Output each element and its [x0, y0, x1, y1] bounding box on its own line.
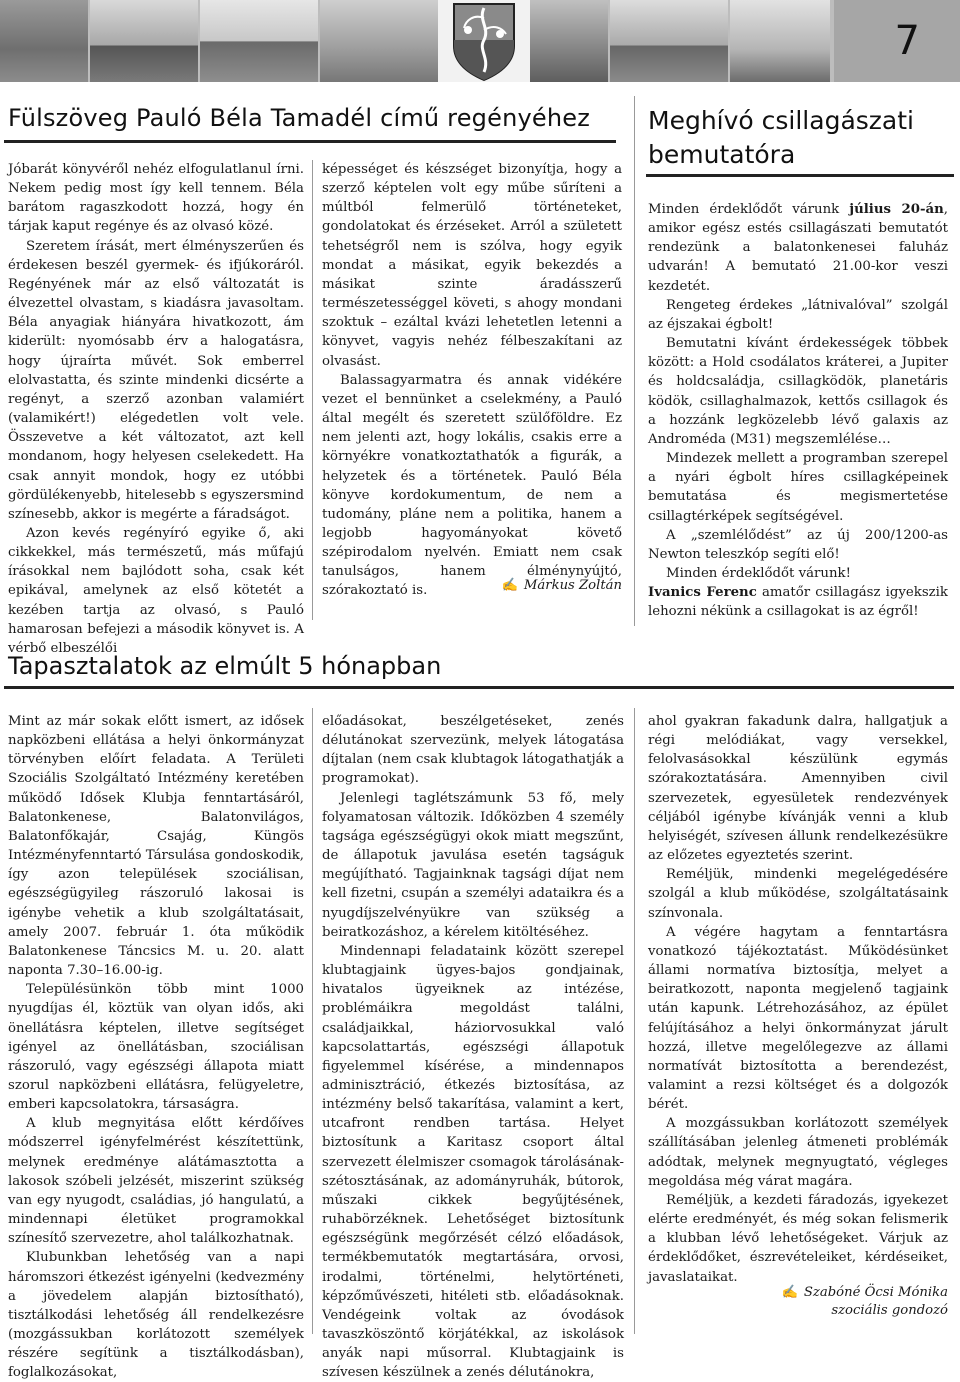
paragraph: Jelenlegi taglétszámunk 53 fő, mely folyamatosan változik. Időközben 4 személy tagsága egészségügyi okok miatt megszűnt, de állapotuk javulása esetén tagságuk megújítható. Tagjainknak tagsági díjat nem kell fizetni, csupán a személyi adataikra és a nyugdíjszelvényükre van szükség a beiratkozáshoz, a kérelem kitöltéséhez.	[322, 790, 624, 940]
paragraph: Klubunkban lehetőség van a napi háromszori étkezést igényelni (kedvezmény a jövedelem alapján biztosítható), tisztálkodási lehetőség áll rendelkezésre (mozgássukban korlátozott személyek részére segítünk a tisztálkodásban), foglalkozásokat,	[8, 1250, 304, 1381]
paragraph: Balassagyarmatra és annak vidékére vezet el bennünket a cselekmény, a Pauló által megélt és szeretett szülőföldre. Ez nem jelenti azt, hogy lokális, csakis erre a környékre vonatkoztathatók a figurák, a helyzetek és a történetek. Pauló Béla könyve kordokumentum, de nem a tudomány, pláne nem a politika, hanem a legjobb hagyományokat követő szépirodalom nyelvén. Emiatt nem csak tanulságos, hanem élménynyújtó, szórakoztató is.	[322, 372, 622, 599]
article-column	[322, 160, 622, 601]
title-rule	[4, 140, 616, 143]
paragraph: Mindennapi feladataink között szerepel klubtagjaink ügyes-bajos gondjainak, hivatalos ügyeiknek az intézése, problémáikra megoldást találni, családjaikkal, háziorvosukkal való kapcsolattartás, egészségi állapotuk figyelemmel kísérése, a mindennapos adminisztráció, étkezés biztosítása, az intézmény belső takarítása, valamint a kert, utcafront rendben tartása. Helyet biztosítunk a Karitasz csoport által szervezett élelmiszer csomagok tárolásának-szétosztásának, az adományruhák, bútorok, műszaki cikkek begyűjtésének, ruhabörzéknek. Lehetőséget biztosítunk egészségünk megőrzését célzó előadások, termékbemutatók megtartására, orvosi, irodalmi, történelmi, helytörténeti, képzőművészeti, hitéleti stb. előadásoknak. Vendégeink voltak az óvodások tavaszköszöntő körjátékkal, az iskolások anyák napi műsorral. Klubtagjaink is szívesen készülnek a zenés délutánokra,	[322, 943, 624, 1381]
paragraph: Mindezek mellett a programban szerepel a nyári égbolt híres csillagképeinek bemutatása és megismertetése csillagtérképek segítségével.	[648, 451, 948, 524]
article-column	[648, 200, 948, 621]
header-photo	[730, 0, 830, 82]
header-photo	[0, 0, 88, 82]
pen-icon: ✍	[501, 578, 518, 593]
column-divider	[312, 160, 313, 620]
header-photo	[320, 0, 438, 82]
paragraph: A „szemlélődést” az új 200/1200-as Newton teleszkóp segíti elő!	[648, 527, 948, 562]
header-photo	[530, 0, 608, 82]
author-signature	[322, 577, 622, 595]
page-number-box	[834, 0, 960, 82]
paragraph: Azon kevés regényíró egyike ő, aki cikkekkel, más természetű, más műfajú írásokkal nem bajlódott soha, csak két epikával, amelynek az első kötetét a kezében tartja az olvasó, s Pauló hamarosan befejezi a második könyvet is. A vérbő elbeszélői	[8, 525, 304, 656]
paragraph: Jóbarát könyvéről nehéz elfogulatlanul írni. Nekem pedig most így kell tennem. Béla barátom ragaszkodott hozzá, hogy én tárjak kaput regénye és az olvasó közé.	[8, 162, 304, 235]
header-banner	[0, 0, 960, 82]
paragraph: Bemutatni kívánt érdekességek többek között: a Hold csodálatos kráterei, a Jupiter és holdcsaládja, csillagködök, planetáris ködök, csillaghalmazok, kettős csillagok és a hozzánk legközelebb lévő galaxis az Androméda (M31) megszemlélése…	[648, 336, 948, 447]
presenter-name: Ivanics Ferenc	[648, 585, 757, 601]
article-title: Fülszöveg Pauló Béla Tamadél című regényéhez	[8, 104, 591, 132]
article-column	[648, 712, 948, 1287]
header-photo	[610, 0, 728, 82]
paragraph: képességet és készséget bizonyítja, hogy a szerző képtelen volt egy műbe sűríteni a múltból felmerülő történeteket, gondolatokat és érzéseket. Arról a született tehetségről nem is szólva, hogy egyik mondat a másikat, egyik bekezdés a másikat szinte áradásszerű természetességgel követi, s ahogy mondani szoktuk – ezáltal kvázi lehetetlen letenni a könyvet, vagyis nehéz félbeszakítani az olvasást.	[322, 162, 622, 369]
paragraph: A mozgássukban korlátozott személyek szállításában jelenleg átmeneti problémák adódtak, melynek megnyugtató, végleges megoldása még várat magára.	[648, 1116, 948, 1189]
paragraph: Településünkön több mint 1000 nyugdíjas él, köztük van olyan idős, aki önellátásra képtelen, illetve segítséget igényel az önellátásban, szociálisan rászoruló, vagy egészségi állapota miatt szorul napközbeni ellátásra, felügyeletre, emberi kapcsolatokra, társaságra.	[8, 982, 304, 1113]
event-date: július 20-án	[849, 202, 944, 217]
pen-icon: ✍	[781, 1285, 798, 1300]
paragraph: Minden érdeklődőt várunk július 20-án, amikor egész estés csillagászati bemutatót rendezünk a balatonkenesei faluház udvarán! A bemutató 21.00-kor veszi kezdetét.	[648, 202, 949, 294]
article-column	[8, 160, 304, 658]
article-title: Meghívó csillagászati bemutatóra	[648, 106, 914, 169]
author-signature	[648, 1284, 948, 1320]
column-divider	[634, 708, 635, 1334]
article-title: Tapasztalatok az elmúlt 5 hónapban	[8, 652, 442, 680]
paragraph: A klub megnyitása előtt kérdőíves módszerrel igényfelmérést készítettünk, melynek eredménye alátámasztotta a lakosok szóbeli jelzését, miszerint szükség van egy nyugodt, családias, jó hangulatú, a mindennapi életüket programokkal színesítő szervezetre, ahol találkozhatnak.	[8, 1116, 304, 1247]
header-photo	[200, 0, 318, 82]
paragraph: Szeretem írását, mert élményszerűen és érdekesen beszél gyermek- és ifjúkoráról. Regényének már az első változatát is élvezettel olvastam, s kiadásra javasoltam. Béla anyagiak hiányára hivatkozott, ám kiderült: nyomósabb érv a halogatásra, hogy újraírta művét. Sok emberrel elolvastatta, és szinte mindenki dicsérte a regényt, a szerző azonban valamiért (valamikért!) elégedetlen volt vele. Összevetve a két változatot, azt kell mondanom, hogy helyesen cselekedett. Ha csak annyit mondok, hogy ez utóbbi gördülékenyebb, hitelesebb s egyszersmind színesebb, akkor is megérte a fáradságot.	[8, 238, 304, 522]
column-divider	[634, 96, 635, 626]
title-rule	[4, 686, 954, 689]
paragraph: Reméljük, mindenki megelégedésére szolgál a klub működése, szolgáltatásaink színvonala.	[648, 867, 948, 921]
author-role: szociális gondozó	[831, 1303, 948, 1318]
page-number: 7	[894, 18, 920, 64]
paragraph: Mint az már sokak előtt ismert, az idősek napközbeni ellátása a helyi önkormányzat törvényben előírt feladata. A Területi Szociális Szolgáltató Intézmény keretében működő Idősek Klubja fenntartásáról, Balatonkenese, Balatonvilágos, Balatonfőkajár, Csajág, Küngös Intézményfenntartó Társulása gondoskodik, így azon települések szociálisan, egészségügyileg rászoruló lakosai is igénybe vehetik a klub szolgáltatásait, amely 2007. február 1. óta működik Balatonkenese Táncsics M. u. 20. alatt naponta 7.30–16.00-ig.	[8, 714, 304, 979]
paragraph: ahol gyakran fakadunk dalra, hallgatjuk a régi melódiákat, vagy versekkel, felolvasásokkal készülünk egymás szórakoztatására. Amennyiben civil szervezetek, egyesületek rendezvények céljából igénybe kívánják venni a klub helyiségét, szívesen állunk rendelkezésükre az előzetes egyeztetés szerint.	[648, 714, 948, 864]
paragraph: előadásokat, beszélgetéseket, zenés délutánokat szervezünk, melyek látogatása díjtalan (nem csak klubtagok látogathatják a programokat).	[322, 714, 624, 787]
author-name: Márkus Zoltán	[523, 578, 622, 593]
author-name: Szabóné Öcsi Mónika	[803, 1285, 948, 1300]
paragraph: A végére hagytam a fenntartásra vonatkozó tájékoztatást. Működésünket állami normatíva biztosítja, melyet a beiratkozott, naponta megjelenő tagjaink után kapunk. Létrehozásához, az épület felújításához a helyi önkormányzat járult hozzá, illetve megelőlegezve az állami normatívát biztosította a berendezést, valamint a rezsi költséget és a dolgozók bérét.	[648, 924, 948, 1113]
article-column	[8, 712, 304, 1382]
paragraph: Rengeteg érdekes „látnivalóval” szolgál az éjszakai égbolt!	[648, 297, 948, 332]
column-divider	[312, 708, 313, 1334]
header-photo	[90, 0, 198, 82]
paragraph: Ivanics Ferenc amatőr csillagász igyekszik lehozni nékünk a csillagokat is az égről!	[648, 585, 948, 620]
paragraph: Reméljük, a kezdeti fáradozás, igyekezet elérte eredményét, és még sokan felismerik a klubban lévő lehetőségeket. Várjuk az érdeklődőket, észrevételeiket, kérdéseiket, javaslataikat.	[648, 1192, 948, 1285]
paragraph: Minden érdeklődőt várunk!	[666, 565, 851, 581]
coat-of-arms-icon	[438, 0, 530, 82]
article-column	[322, 712, 624, 1382]
title-rule	[646, 174, 954, 177]
